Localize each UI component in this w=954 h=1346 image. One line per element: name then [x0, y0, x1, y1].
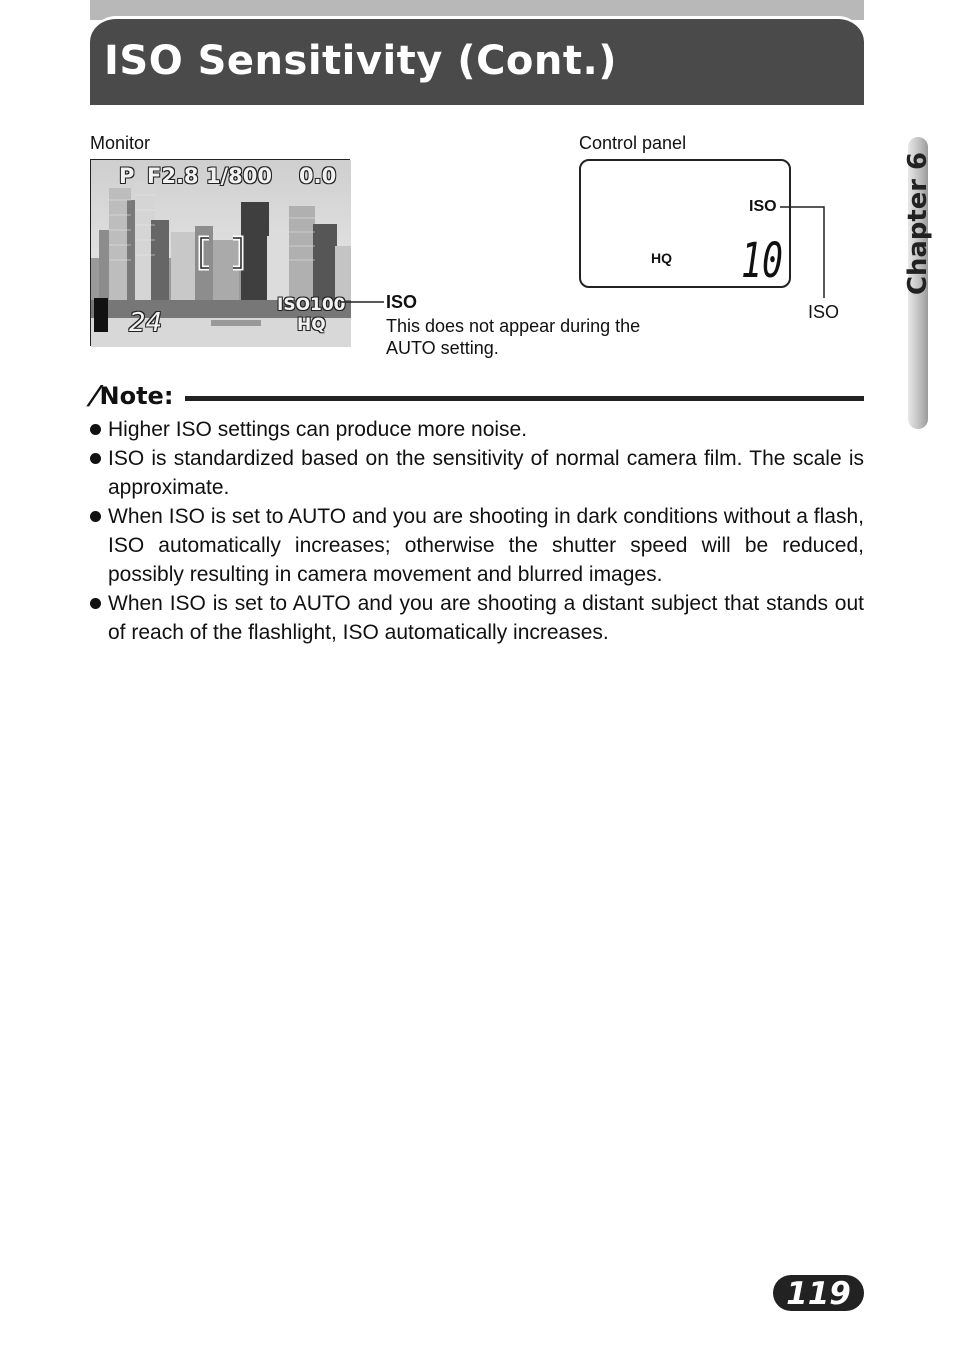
- panel-callout-line: [780, 200, 830, 300]
- note-heading-text: Note:: [99, 382, 174, 410]
- panel-iso-indicator: ISO: [749, 198, 777, 215]
- note-heading: [84, 381, 174, 411]
- control-panel-label: Control panel: [579, 133, 687, 153]
- bullet-icon: [90, 598, 101, 609]
- monitor-label: Monitor: [90, 133, 151, 153]
- chapter-tab-text: Chapter 6: [903, 151, 933, 295]
- osd-exposure-comp: 0.0: [299, 164, 337, 188]
- control-panel-display: [579, 159, 791, 288]
- page-title: ISO Sensitivity (Cont.): [104, 38, 617, 84]
- list-item: Higher ISO settings can produce more noise.: [88, 415, 864, 444]
- osd-frames-remaining: 24: [129, 308, 163, 338]
- list-item: When ISO is set to AUTO and you are shooting a distant subject that stands out of reach of the flashlight, ISO automatically increases.: [88, 589, 864, 647]
- monitor-callout-description: This does not appear during the AUTO setting.: [386, 316, 641, 358]
- bullet-icon: [90, 511, 101, 522]
- monitor-callout-line: [340, 295, 386, 309]
- chapter-tab-label: [904, 150, 932, 295]
- panel-seven-segment-display: [741, 233, 785, 289]
- bullet-icon: [90, 453, 101, 464]
- page-number: 119: [786, 1276, 851, 1312]
- monitor-callout-title: ISO: [386, 292, 418, 312]
- osd-mode: P: [119, 164, 135, 188]
- pencil-icon: /: [84, 381, 105, 411]
- panel-quality: HQ: [651, 250, 672, 266]
- osd-aperture-shutter: F2.8 1/800: [147, 164, 272, 188]
- osd-quality: HQ: [297, 315, 326, 335]
- monitor-screen: [90, 159, 350, 346]
- list-item: When ISO is set to AUTO and you are shooting in dark conditions without a flash, ISO automatically increases; otherwise the shutter speed will be reduced, possibly resulting in camera movement and blurred images.: [88, 502, 864, 589]
- note-list: [88, 415, 864, 647]
- panel-display-value: 10: [741, 233, 783, 289]
- osd-iso: ISO100: [277, 295, 346, 315]
- list-item: ISO is standardized based on the sensitivity of normal camera film. The scale is approximate.: [88, 444, 864, 502]
- note-divider: [185, 396, 864, 401]
- bullet-icon: [90, 424, 101, 435]
- panel-callout-label: ISO: [808, 302, 840, 322]
